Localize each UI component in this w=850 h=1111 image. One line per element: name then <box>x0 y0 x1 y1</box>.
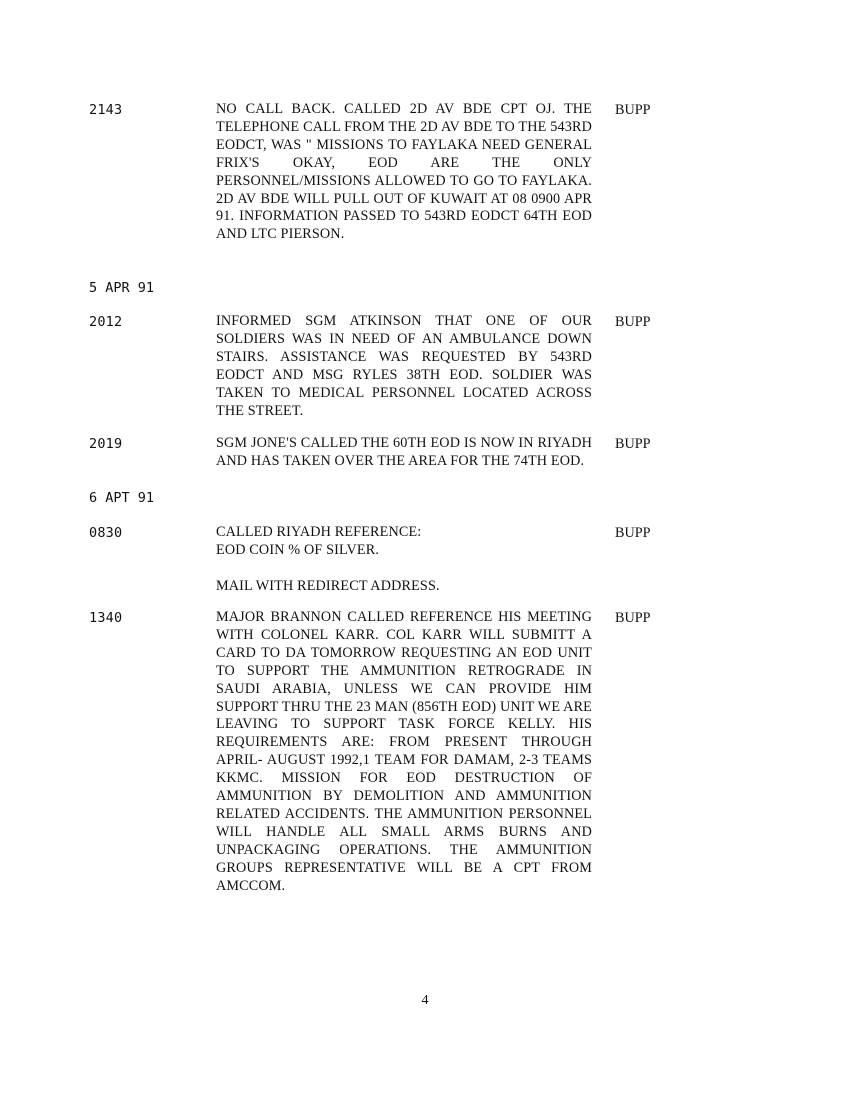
entry-initials: BUPP <box>615 102 651 118</box>
entry-time: 2019 <box>89 436 123 452</box>
date-heading: 6 APT 91 <box>89 490 155 506</box>
entry-text: MAJOR BRANNON CALLED REFERENCE HIS MEETING WITH COLONEL KARR. COL KARR WILL SUBMITT A CARD TO DA TOMORROW REQUESTING AN EOD UNIT TO SUPPORT THE AMMUNITION RETROGRADE IN SAUDI ARABIA, UNLESS WE CAN PROVIDE HIM SUPPORT THRU THE 23 MAN (856TH EOD) UNIT WE ARE LEAVING TO SUPPORT TASK FORCE KELLY. HIS REQUIREMENTS ARE: FROM PRESENT THROUGH APRIL- AUGUST 1992,1 TEAM FOR DAMAM, 2-3 TEAMS KKMC. MISSION FOR EOD DESTRUCTION OF AMMUNITION BY DEMOLITION AND AMMUNITION RELATED ACCIDENTS. THE AMMUNITION PERSONNEL WILL HANDLE ALL SMALL ARMS BURNS AND UNPACKAGING OPERATIONS. THE AMMUNITION GROUPS REPRESENTATIVE WILL BE A CPT FROM AMCCOM. <box>216 609 592 894</box>
entry-time: 1340 <box>89 610 123 626</box>
entry-text: CALLED RIYADH REFERENCE: EOD COIN % OF SILVER. <box>216 524 422 558</box>
entry-text-continued: MAIL WITH REDIRECT ADDRESS. <box>216 578 440 594</box>
page-number: 4 <box>421 993 429 1008</box>
entry-text: SGM JONE'S CALLED THE 60TH EOD IS NOW IN RIYADH AND HAS TAKEN OVER THE AREA FOR THE 74TH EOD. <box>216 435 592 469</box>
entry-initials: BUPP <box>615 314 651 330</box>
date-heading: 5 APR 91 <box>89 280 155 296</box>
entry-initials: BUPP <box>615 525 651 541</box>
entry-time: 2012 <box>89 314 123 330</box>
entry-time: 2143 <box>89 102 123 118</box>
entry-time: 0830 <box>89 525 123 541</box>
entry-initials: BUPP <box>615 610 651 626</box>
entry-text: NO CALL BACK. CALLED 2D AV BDE CPT OJ. THE TELEPHONE CALL FROM THE 2D AV BDE TO THE 543RD EODCT, WAS " MISSIONS TO FAYLAKA NEED GENERAL FRIX'S OKAY, EOD ARE THE ONLY PERSONNEL/MISSIONS ALLOWED TO GO TO FAYLAKA. 2D AV BDE WILL PULL OUT OF KUWAIT AT 08 0900 APR 91. INFORMATION PASSED TO 543RD EODCT 64TH EOD AND LTC PIERSON. <box>216 101 592 243</box>
entry-text: INFORMED SGM ATKINSON THAT ONE OF OUR SOLDIERS WAS IN NEED OF AN AMBULANCE DOWN STAIRS. ASSISTANCE WAS REQUESTED BY 543RD EODCT AND MSG RYLES 38TH EOD. SOLDIER WAS TAKEN TO MEDICAL PERSONNEL LOCATED ACROSS THE STREET. <box>216 313 592 419</box>
entry-initials: BUPP <box>615 436 651 452</box>
